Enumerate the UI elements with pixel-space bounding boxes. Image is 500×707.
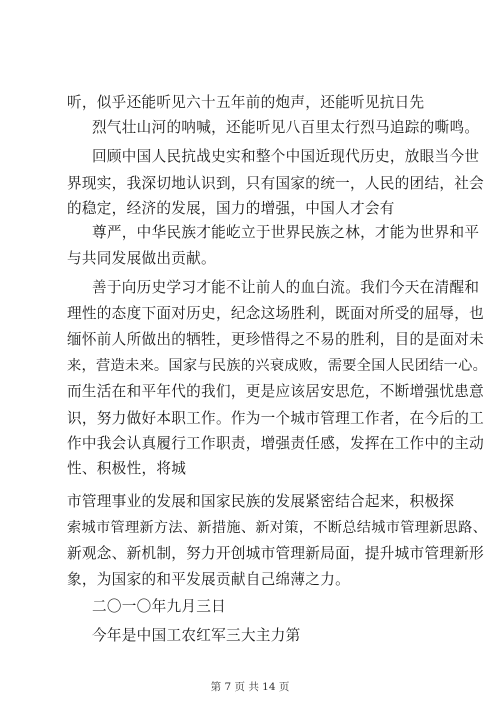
text-line: 界现实，我深切地认识到，只有国家的统一，人民的团结，社会	[67, 175, 485, 192]
text-line: 今年是中国工农红军三大主力第	[92, 627, 301, 644]
text-line: 索城市管理新方法、新措施、新对策，不断总结城市管理新思路、	[67, 520, 488, 536]
text-line: 新观念、新机制，努力开创城市管理新局面，提升城市管理新形	[67, 545, 485, 562]
text-line: 善于向历史学习才能不让前人的血白流。我们今天在清醒和	[92, 279, 480, 296]
text-line: 理性的态度下面对历史，纪念这场胜利，既面对所受的屈辱，也	[67, 305, 485, 322]
text-line: 而生活在和平年代的我们，更是应该居安思危，不断增强忧患意	[67, 383, 485, 400]
date-line: 二〇一〇年九月三日	[92, 598, 227, 615]
text-line: 与共同发展做出贡献。	[67, 250, 216, 267]
text-line: 识，努力做好本职工作。作为一个城市管理工作者，在今后的工	[67, 410, 485, 427]
text-line: 听，似乎还能听见六十五年前的炮声，还能听见抗日先	[67, 94, 425, 111]
text-line: 尊严，中华民族才能屹立于世界民族之林，才能为世界和平	[92, 224, 480, 241]
text-line: 市管理事业的发展和国家民族的发展紧密结合起来，积极探	[67, 493, 455, 510]
text-line: 性、积极性，将城	[67, 460, 187, 477]
text-line: 象，为国家的和平发展贡献自己绵薄之力。	[67, 571, 350, 588]
text-line: 烈气壮山河的呐喊，还能听见八百里太行烈马追踪的嘶鸣。	[92, 119, 480, 136]
text-line: 缅怀前人所做出的牺牲，更珍惜得之不易的胜利，目的是面对未	[67, 331, 485, 348]
text-line: 的稳定，经济的发展，国力的增强，中国人才会有	[67, 200, 395, 217]
page-number-footer: 第 7 页 共 14 页	[210, 681, 290, 693]
text-line: 作中我会认真履行工作职责，增强责任感，发挥在工作中的主动	[67, 435, 485, 452]
text-line: 来，营造未来。国家与民族的兴衰成败，需要全国人民团结一心。	[67, 358, 488, 374]
text-line: 回顾中国人民抗战史实和整个中国近现代历史，放眼当今世	[92, 148, 480, 165]
